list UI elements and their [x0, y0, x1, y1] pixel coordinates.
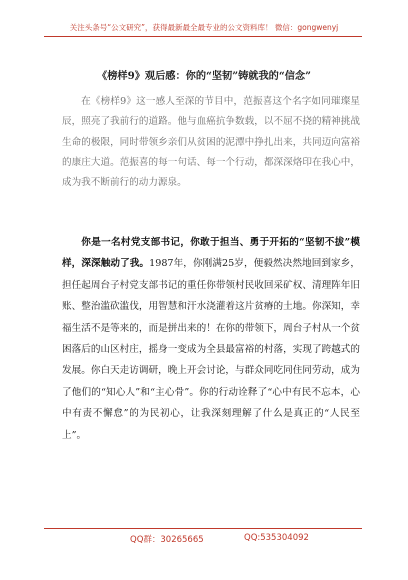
footer-qq: QQ:535304092 — [244, 533, 309, 543]
document-title: 《榜样9》观后感：你的“坚韧”铸就我的“信念” — [97, 70, 311, 82]
body-paragraph — [62, 232, 360, 446]
intro-paragraph — [62, 92, 360, 193]
header-banner: 关注头条号“公文研究”，获得最新最全最专业的公文资料库！ 微信：gongwenyj — [69, 23, 339, 32]
header-divider — [44, 36, 362, 37]
body-text: 1987年，你刚满25岁，便毅然决然地回到家乡，担任起周台子村党支部书记的重任你带领村民收回采矿权、清理阵年旧账、整治滥砍滥伐，用智慧和汗水浇灌着这片贫瘠的土地。你深知，幸福生活不是等来的，而是拼出来的！在你的带领下，周台子村从一个贫困落后的山区村庄，摇身一变成为全县最富裕的村落，实现了跨越式的发展。你白天走访调研，晚上开会讨论，与群众同吃同住同劳动，成为了他们的“知心人”和“主心骨”。你的行动诠释了“心中有民不忘本，心中有责不懈怠”的为民初心，让我深刻理解了什么是真正的“人民至上”。 — [62, 258, 361, 441]
body-lead-sentence: 你是一名村党支部书记，你敢于担当、勇于开拓的“坚韧不拔”模样，深深触动了我。 — [62, 237, 360, 270]
footer — [44, 533, 364, 549]
intro-text: 在《榜样9》这一感人至深的节目中，范振喜这个名字如同璀璨星辰，照亮了我前行的道路。他与血癌抗争数载，以不屈不挠的精神挑战生命的极限，同时带领乡亲们从贫困的泥潭中挣扎出来，共同迈向富裕的康庄大道。范振喜的每一句话、每一个行动，都深深烙印在我心中，成为我不断前行的动力源泉。 — [62, 96, 360, 189]
footer-divider — [44, 528, 362, 529]
footer-qq-group: QQ群：30265665 — [130, 535, 204, 545]
